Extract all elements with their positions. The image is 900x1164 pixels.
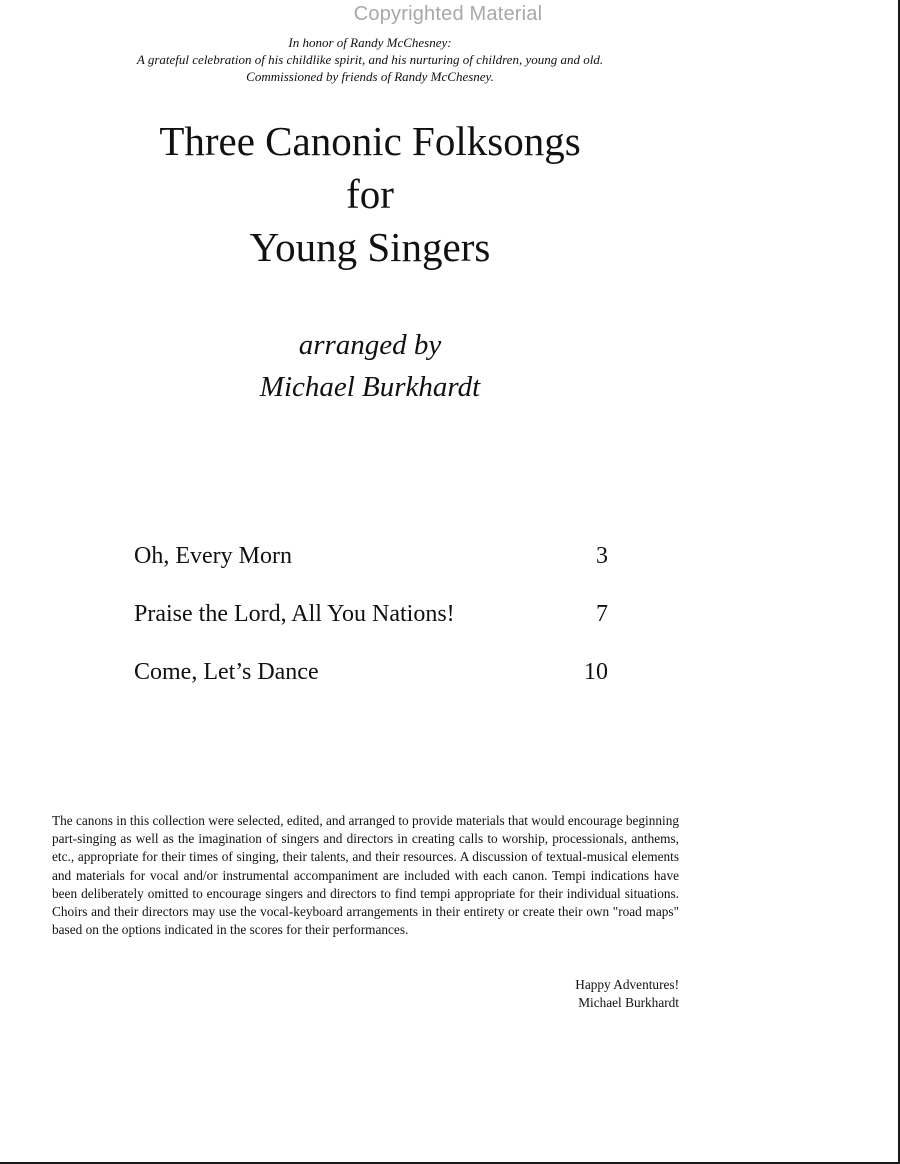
arranger-credit <box>170 324 570 408</box>
copyright-watermark: Copyrighted Material <box>353 3 543 25</box>
dedication-line-1: In honor of Randy McChesney: <box>288 35 452 50</box>
toc-entry-title: Oh, Every Morn <box>134 543 292 569</box>
document-title <box>70 115 670 274</box>
introduction-paragraph: The canons in this collection were selected, edited, and arranged to provide materials that would encourage beginning part-singing as well as the imagination of singers and directors in creating calls to worship, processionals, anthems, etc., appropriate for their times of singing, their talents, and their resources. A discussion of textual-musical elements and materials for vocal and/or instrumental accompaniment are included with each canon. Tempi indications have been deliberately omitted to encourage singers and directors to find tempi appropriate for their individual situations. Choirs and their directors may use the vocal-keyboard arrangements in their entirety or create their own "road maps" based on the options indicated in the scores for their performances. <box>52 813 679 938</box>
toc-entry <box>134 592 608 650</box>
credit-label: arranged by <box>298 329 442 361</box>
toc-entry-title: Praise the Lord, All You Nations! <box>134 601 455 627</box>
toc-entry-page: 10 <box>584 659 608 685</box>
arranger-name: Michael Burkhardt <box>259 371 481 403</box>
toc-entry-title: Come, Let’s Dance <box>134 659 319 685</box>
toc-entry-page: 7 <box>596 601 608 627</box>
signoff-author: Michael Burkhardt <box>578 995 679 1011</box>
signoff-greeting: Happy Adventures! <box>575 977 679 992</box>
toc-entry <box>134 534 608 592</box>
dedication <box>40 34 700 85</box>
toc-entry <box>134 650 608 708</box>
title-line-2: for <box>346 171 394 217</box>
title-line-3: Young Singers <box>249 224 491 270</box>
dedication-line-2: A grateful celebration of his childlike spirit, and his nurturing of children, young and old. <box>136 52 604 67</box>
dedication-line-3: Commissioned by friends of Randy McChesney. <box>246 69 494 84</box>
table-of-contents <box>134 534 608 708</box>
signoff <box>440 976 679 1012</box>
title-line-1: Three Canonic Folksongs <box>159 118 581 164</box>
toc-entry-page: 3 <box>596 543 608 569</box>
